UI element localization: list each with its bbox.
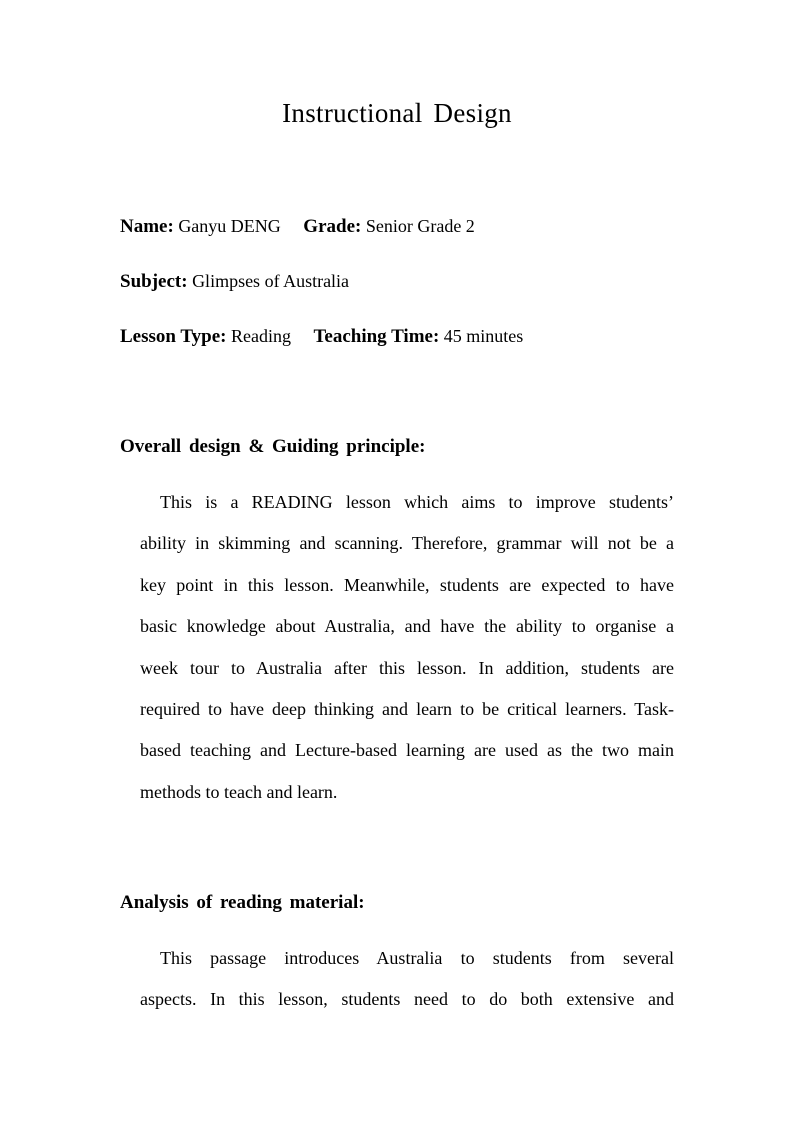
paragraph-line: This passage introduces Australia to students from several <box>160 948 674 968</box>
paragraph-line: methods to teach and learn. <box>140 781 338 802</box>
paragraph-line: ability in skimming and scanning. Therefore, grammar will not be a <box>140 533 674 554</box>
name-label: Name: <box>120 216 174 237</box>
lesson-type-label: Lesson Type: <box>120 326 227 347</box>
paragraph-line: key point in this lesson. Meanwhile, students are expected to have <box>140 574 674 595</box>
paragraph-line: week tour to Australia after this lesson. In addition, students are <box>140 657 674 678</box>
paragraph-line: required to have deep thinking and learn to be critical learners. Task- <box>140 698 674 719</box>
paragraph-line: This is a READING lesson which aims to improve students’ <box>160 492 674 512</box>
teaching-time-label: Teaching Time: <box>313 326 440 347</box>
paragraph-line: basic knowledge about Australia, and have the ability to organise a <box>140 616 674 637</box>
paragraph-analysis <box>120 938 674 1021</box>
subject-value: Glimpses of Australia <box>192 271 350 291</box>
document-title: Instructional Design <box>282 98 512 128</box>
paragraph-line: aspects. In this lesson, students need to do both extensive and <box>140 989 674 1010</box>
grade-label: Grade: <box>303 216 362 237</box>
lesson-type-value: Reading <box>230 326 291 346</box>
paragraph-overall-design <box>120 482 674 813</box>
section-heading-overall-design: Overall design & Guiding principle: <box>120 436 426 457</box>
subject-label: Subject: <box>120 271 188 292</box>
grade-value: Senior Grade 2 <box>365 216 475 236</box>
paragraph-line: based teaching and Lecture-based learning are used as the two main <box>140 740 674 761</box>
teaching-time-value: 45 minutes <box>443 326 524 346</box>
name-value: Ganyu DENG <box>178 216 281 236</box>
info-line-subject <box>120 271 349 293</box>
info-line-lesson <box>120 326 523 348</box>
info-line-name-grade <box>120 216 475 238</box>
section-heading-analysis: Analysis of reading material: <box>120 892 365 913</box>
